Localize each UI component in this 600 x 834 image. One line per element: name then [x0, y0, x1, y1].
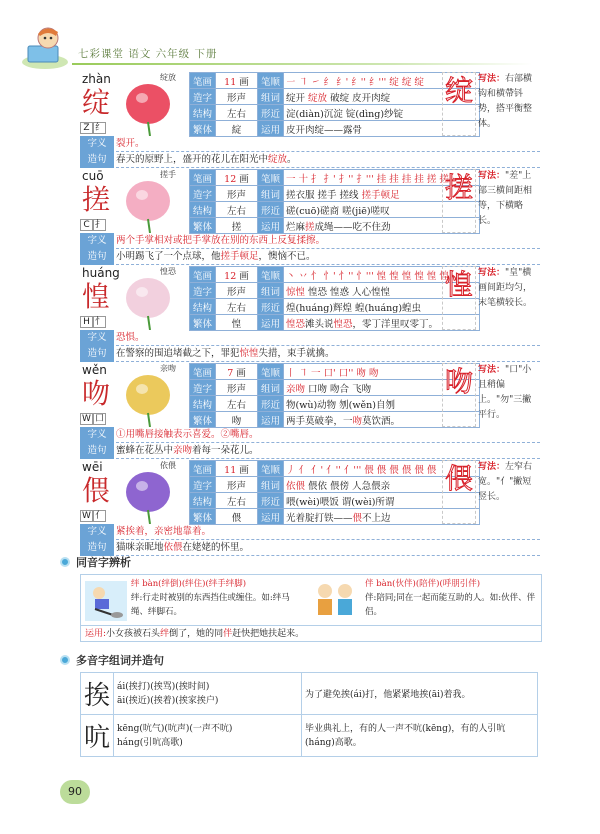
illustration-icon [110, 171, 188, 233]
char-outline-practice: 绽 [442, 72, 476, 136]
text-segment: 吻 [352, 415, 363, 427]
polyphone-char: 挨 [81, 673, 114, 715]
text-segment: 绽放 [308, 92, 328, 104]
text-segment: 绽放 [268, 154, 288, 165]
text-segment: 倒了，她的同 [169, 629, 224, 639]
char-info-grid: 笔画 7 画 笔顺 丨 ㇕ 一 口' 口'' 吻 吻 造字 形声 组词 亲吻 口吻 吻合 飞吻 结构 左右 形近 物(wù)动物 刎(wěn)自刎 繁体 吻 运用 两手莫破拳，一吻莫饮酒。 [189, 363, 480, 428]
text-segment: 惶恐 [333, 318, 353, 330]
zaoju-label: 造句 [80, 346, 114, 362]
char-outline-practice: 偎 [442, 460, 476, 524]
text-segment: 失措，束手就擒。 [258, 348, 335, 359]
polyphone-row [81, 673, 538, 715]
char-radical-box: W 亻 [80, 510, 108, 522]
text-segment: 绊 [160, 629, 170, 639]
char-radical-box: C 扌 [80, 219, 108, 231]
char-category: 惶恐 [160, 267, 176, 276]
text-segment: 破绽 皮开肉绽 [327, 92, 391, 104]
text-segment: 不上边 [362, 512, 391, 524]
char-info-grid: 笔画 12 画 笔顺 一 十 扌 扌' 扌'' 扌''' 挂 挂 挂 挂 搓 搓 造字 形声 组词 搓衣服 搓手 搓线 搓手顿足 结构 左右 形近 磋(cuō)磋商 嗟(jiē)嗟叹 繁体 搓 运用 烂麻搓成绳——吃不住劲 [189, 169, 480, 234]
text-segment: 搓手顿足 [361, 189, 400, 201]
text-segment: 搓手顿足 [220, 251, 259, 262]
text-segment: 两手莫破拳，一 [286, 415, 353, 427]
tripping-boy-icon [85, 581, 127, 621]
text-segment: 偎 [352, 512, 363, 524]
zaoju-text [116, 346, 540, 362]
text-segment: "口"小且稍偏上。"勿"三撇平行。 [478, 365, 532, 420]
text-segment: 偎依 偎傍 人急偎亲 [305, 480, 391, 492]
text-segment: 。 [287, 154, 297, 165]
text-segment: 猫咪亲昵地 [116, 542, 164, 553]
text-segment: 绽开 [286, 92, 309, 104]
character-card [80, 266, 540, 364]
ziyi-text: 紧挨着，亲密地靠着。 [116, 524, 540, 540]
char-info-grid: 笔画 12 画 笔顺 丶 丷 忄 忄' 忄'' 忄''' 惶 惶 惶 惶 惶 惶 造字 形声 组词 惊惶 惶恐 惶惑 人心惶惶 结构 左右 形近 煌(huáng)辉煌 蝗(huáng)蝗虫 繁体 惶 运用 惶恐滩头说惶恐，零丁洋里叹零丁。 [189, 266, 480, 331]
text-segment: 亲吻 [173, 445, 193, 456]
char-category: 依偎 [160, 461, 176, 470]
ziyi-text: ①用嘴唇接触表示喜爱。②嘴唇。 [116, 427, 540, 443]
text-segment: 写法： [478, 365, 506, 375]
char-big: 吻 [82, 377, 111, 410]
text-segment: 蜜蜂在花丛中 [116, 445, 174, 456]
polyphone-readings [114, 673, 302, 715]
char-big: 绽 [82, 86, 111, 119]
polyphone-reading: ái(挨打)(挨骂)(挨时间) [117, 681, 210, 692]
section-homophone-title: 同音字辨析 [60, 554, 131, 570]
zaoju-text [116, 443, 540, 459]
polyphone-readings [114, 715, 302, 757]
text-segment: ，懊恼不已。 [258, 251, 316, 262]
text-segment: 惶恐 [286, 318, 306, 330]
zaoju-label: 造句 [80, 540, 114, 556]
text-segment: 烂麻 [286, 221, 306, 233]
char-pinyin: wēi [82, 460, 103, 474]
text-segment: 惊惶 [286, 286, 306, 298]
text-segment: 滩头说 [305, 318, 334, 330]
text-segment: 写法： [478, 74, 506, 84]
polyphone-reading: āi(挨近)(挨着)(挨家挨户) [117, 695, 219, 706]
char-big: 偎 [82, 474, 111, 507]
ziyi-label: 字义 [80, 427, 114, 443]
text-segment: 伴 [223, 629, 233, 639]
char-pinyin: zhàn [82, 72, 111, 86]
ziyi-text: 恐惧。 [116, 330, 540, 346]
char-pinyin: wěn [82, 363, 107, 377]
char-category: 亲吻 [160, 364, 176, 373]
text-segment: 亲吻 [286, 383, 306, 395]
zaoju-label: 造句 [80, 443, 114, 459]
text-segment: 小女孩被石头 [106, 629, 161, 639]
char-category: 绽放 [160, 73, 176, 82]
text-segment: 口吻 吻合 飞吻 [305, 383, 372, 395]
text-segment: "差"上部三横间距相等，下横略长。 [478, 171, 533, 226]
section-bullet-icon [60, 557, 70, 567]
text-segment: 赶快把她扶起来。 [232, 629, 305, 639]
text-segment: 光着腚打铁—— [286, 512, 353, 524]
writing-tip [478, 363, 540, 427]
char-big: 惶 [82, 280, 111, 313]
char-info-grid: 笔画 11 画 笔顺 丿 亻 亻' 亻'' 亻''' 偎 偎 偎 偎 偎 偎 造字 形声 组词 依偎 偎依 偎傍 人急偎亲 结构 左右 形近 喂(wèi)喂饭 谓(wèi)所谓 繁体 偎 运用 光着腚打铁——偎不上边 [189, 460, 480, 525]
polyphone-char: 吭 [81, 715, 114, 757]
ziyi-label: 字义 [80, 330, 114, 346]
text-segment: 左窄右宽。"亻"撇短竖长。 [478, 462, 533, 502]
section-polyphone-title: 多音字组词并造句 [60, 652, 164, 668]
writing-tip [478, 72, 540, 136]
text-segment: 写法： [478, 268, 506, 278]
char-big: 搓 [82, 183, 111, 216]
illustration-icon [110, 365, 188, 427]
character-card [80, 169, 540, 267]
homophone-box [80, 574, 542, 642]
char-outline-practice: 搓 [442, 169, 476, 233]
friends-icon [311, 579, 361, 621]
ziyi-label: 字义 [80, 524, 114, 540]
illustration-icon [110, 268, 188, 330]
zaoju-label: 造句 [80, 152, 114, 168]
writing-tip [478, 266, 540, 330]
ziyi-label: 字义 [80, 233, 114, 249]
illustration-icon [110, 74, 188, 136]
ziyi-text: 两个手掌相对或把手掌放在别的东西上反复揉擦。 [116, 233, 540, 249]
polyphone-sentence: 为了避免挨(ái)打，他紧紧地挨(āi)着我。 [302, 673, 538, 715]
char-pinyin: cuō [82, 169, 104, 183]
char-outline-practice: 惶 [442, 266, 476, 330]
text-segment: 成绳——吃不住劲 [314, 221, 391, 233]
homophone-right-head: 伴 bàn(伙伴)(陪伴)(呼朋引伴) [365, 579, 481, 589]
zaoju-text [116, 540, 540, 556]
text-segment: 着每一朵花儿。 [192, 445, 259, 456]
text-segment: ，零丁洋里叹零丁。 [352, 318, 439, 330]
text-segment: 搓衣服 搓手 搓线 [286, 189, 362, 201]
polyphone-table [80, 672, 538, 757]
section-bullet-icon [60, 655, 70, 665]
text-segment: 依偎 [163, 542, 183, 553]
zaoju-text [116, 152, 540, 168]
polyphone-reading: kēng(吭气)(吭声)(一声不吭) [117, 723, 233, 734]
writing-tip [478, 169, 540, 233]
text-segment: 写法： [478, 462, 506, 472]
student-book-icon [20, 24, 70, 70]
ziyi-label: 字义 [80, 136, 114, 152]
polyphone-reading: háng(引吭高歌) [117, 737, 183, 748]
character-card [80, 72, 540, 170]
text-segment: 惶恐 惶惑 人心惶惶 [305, 286, 391, 298]
text-segment: "皇"横画间距均匀，末笔横较长。 [478, 268, 533, 308]
writing-tip [478, 460, 540, 524]
char-outline-practice: 吻 [442, 363, 476, 427]
header-rule [72, 63, 532, 65]
text-segment: 依偎 [286, 480, 306, 492]
header-title: 七彩课堂 语文 六年级 下册 [78, 48, 218, 60]
text-segment: 莫饮酒。 [362, 415, 401, 427]
page-header [0, 22, 600, 72]
polyphone-row [81, 715, 538, 757]
homophone-left-def: 绊:行走时被别的东西挡住或缠住。如:绊马绳、绊脚石。 [131, 593, 290, 617]
ziyi-text: 裂开。 [116, 136, 540, 152]
char-radical-box: Z 纟 [80, 122, 108, 134]
text-segment: 在姥姥的怀里。 [182, 542, 250, 553]
zaoju-text [116, 249, 540, 265]
homophone-right [365, 577, 541, 627]
text-segment: 写法： [478, 171, 506, 181]
char-radical-box: W 口 [80, 413, 108, 425]
text-segment: 在警察的围追堵截之下，罪犯 [116, 348, 240, 359]
text-segment: 惊惶 [239, 348, 259, 359]
text-segment: 搓 [305, 221, 315, 233]
character-card [80, 460, 540, 558]
char-category: 搓手 [160, 170, 176, 179]
text-segment: 运用: [85, 629, 107, 639]
text-segment: 右部横钩和横帶钭势，搭平衡整体。 [478, 74, 533, 129]
homophone-right-def: 伴:陪同;同在一起而能互助的人。如:伙伴、伴侣。 [365, 593, 536, 617]
polyphone-sentence: 毕业典礼上，有的人一声不吭(kēng)，有的人引吭(háng)高歌。 [302, 715, 538, 757]
character-card [80, 363, 540, 461]
homophone-usage [81, 625, 541, 642]
text-segment: 春天的原野上，盛开的花儿在阳光中 [116, 154, 269, 165]
text-segment: 小明踢飞了一个点球，他 [116, 251, 221, 262]
page-number: 90 [60, 780, 90, 804]
homophone-left-head: 绊 bàn(绊倒)(绊住)(绊手绊脚) [131, 579, 247, 589]
homophone-left [131, 577, 301, 627]
char-info-grid: 笔画 11 画 笔顺 ㇐ ㇕ ㇀ 纟 纟' 纟'' 纟''' 绽 绽 绽 造字 形声 组词 绽开 绽放 破绽 皮开肉绽 结构 左右 形近 淀(diàn)沉淀 锭(dìng)纱锭 繁体 綻 运用 皮开肉绽——露骨 [189, 72, 480, 137]
char-radical-box: H 忄 [80, 316, 108, 328]
char-pinyin: huáng [82, 266, 120, 280]
zaoju-label: 造句 [80, 249, 114, 265]
illustration-icon [110, 462, 188, 524]
